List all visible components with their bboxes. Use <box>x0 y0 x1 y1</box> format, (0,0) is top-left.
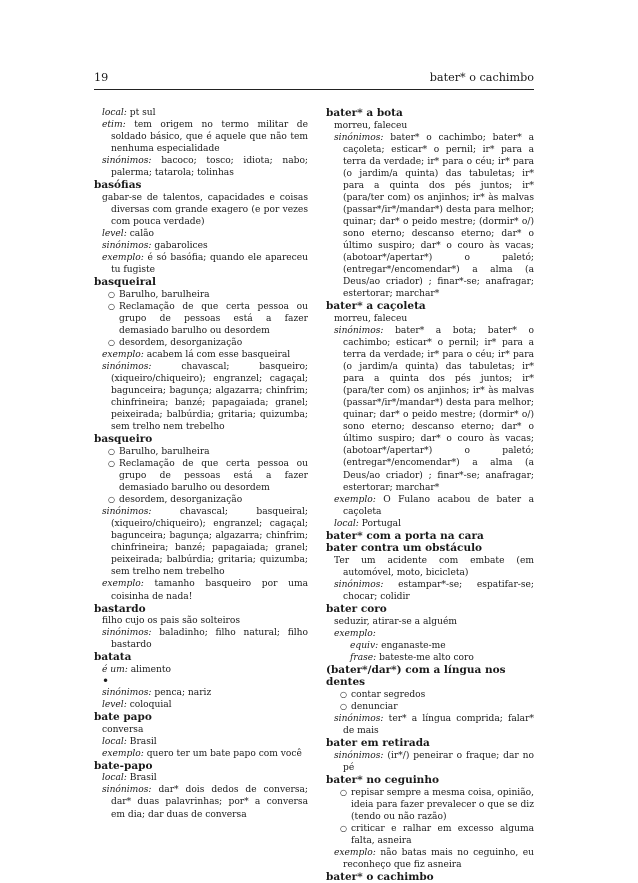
running-title: bater* o cachimbo <box>429 71 534 84</box>
field-label: local: <box>102 108 127 118</box>
entry-field <box>94 349 308 361</box>
field-label: level: <box>102 699 127 710</box>
entry-field <box>94 748 308 760</box>
example-subfield <box>326 640 534 652</box>
field-text: enganaste-me <box>378 640 446 651</box>
field-text: bateste-me alto coro <box>376 652 474 663</box>
field-text: bacoco; tosco; idiota; nabo; palerma; tatarola; tolinhas <box>111 156 308 179</box>
field-label: frase: <box>350 652 377 663</box>
sense-item <box>326 787 534 823</box>
item-text: denunciar <box>351 702 398 713</box>
field-text: gabarolices <box>151 241 208 252</box>
headword: bater* a caçoleta <box>326 300 426 313</box>
field-text: Portugal <box>358 518 401 529</box>
definition-line: seduzir, atirar-se a alguém <box>334 616 457 627</box>
headword: bater contra um obstáculo <box>326 542 483 555</box>
field-label: sinónimos: <box>334 325 384 336</box>
field-label: level: <box>102 229 127 240</box>
entry-field <box>94 107 308 119</box>
field-label: sinónimos: <box>334 580 384 591</box>
field-text: tamanho basqueiro por uma coisinha de nada! <box>111 579 308 602</box>
item-text: Reclamação de que certa pessoa ou grupo de pessoas está a fazer demasiado barulho ou desordem <box>119 459 308 494</box>
item-text: contar segredos <box>351 690 426 701</box>
item-text: desordem, desorganização <box>119 495 243 506</box>
field-text: bater* a bota; bater* o cachimbo; esticar* o pernil; ir* para a terra da verdade; ir* para o céu; ir* para (o jardim/a quinta) das tabuletas; ir* para a quinta dos pés juntos; ir* (para/ter com) os anjinhos; ir* às malvas (passar*/ir*/mandar*) desta para melhor; quinar; dar* o peido mestre; (dormir* o/) sono eterno; descanso eterno; dar* o último suspiro; dar* o couro às vacas; (abotoar*/apertar*) o paletó; (entregar*/encomendar*) a alma (a Deus/ao criador) ; finar*-se; anafragar; estertorar; marchar* <box>343 325 534 493</box>
headword: bater em retirada <box>326 737 430 750</box>
entry-field <box>94 240 308 252</box>
entry-field <box>94 578 308 602</box>
field-text: acabem lá com esse basqueiral <box>143 350 291 361</box>
entry-field <box>326 750 534 774</box>
field-text: ter* a língua comprida; falar* de mais <box>343 714 534 737</box>
entry-field <box>326 494 534 518</box>
field-text: penca; nariz <box>151 687 212 698</box>
item-text: repisar sempre a mesma coisa, opinião, ideia para fazer prevalecer o que se diz (tendo ou não razão) <box>351 787 534 822</box>
sense-item <box>94 458 308 494</box>
sense-item <box>94 446 308 458</box>
field-label: sinónimos: <box>102 687 152 698</box>
circle-bullet-icon: ○ <box>108 446 115 456</box>
item-text: criticar e ralhar em excesso alguma falta, asneira <box>351 823 534 846</box>
headword: bater* com a porta na cara <box>326 529 484 542</box>
field-label: local: <box>334 518 359 529</box>
circle-bullet-icon: ○ <box>108 301 115 311</box>
field-label: é um: <box>102 664 128 675</box>
circle-bullet-icon: ○ <box>340 787 347 797</box>
entry-field <box>94 736 308 748</box>
headword: bater* o cachimbo <box>326 870 434 883</box>
headword: bater* no ceguinho <box>326 773 439 786</box>
sense-item <box>326 823 534 847</box>
entry-field <box>326 847 534 871</box>
sense-item <box>326 701 534 713</box>
entry-field <box>94 772 308 784</box>
field-label: sinónimos: <box>102 362 152 373</box>
item-text: Reclamação de que certa pessoa ou grupo de pessoas está a fazer demasiado barulho ou desordem <box>119 301 308 336</box>
entry-field <box>94 228 308 240</box>
field-text: estampar*-se; espatifar-se; chocar; colidir <box>343 580 534 603</box>
sense-item <box>94 494 308 506</box>
entry-field <box>326 628 534 640</box>
definition-line: morreu, faleceu <box>334 120 408 131</box>
definition-line: conversa <box>102 724 144 735</box>
field-label: sinónimos: <box>334 132 384 143</box>
entry-field <box>94 155 308 179</box>
field-label: exemplo: <box>334 494 376 505</box>
circle-bullet-icon: ○ <box>108 337 115 347</box>
left-column <box>94 107 308 821</box>
field-label: sinónimos: <box>334 750 384 761</box>
entry-field <box>94 699 308 711</box>
entry-field <box>326 132 534 301</box>
entry-field <box>326 713 534 737</box>
page-number: 19 <box>94 71 109 84</box>
field-text: pt sul <box>126 108 156 118</box>
right-column <box>326 107 534 883</box>
definition-line: filho cujo os pais são solteiros <box>102 616 241 627</box>
headword: bater coro <box>326 603 387 616</box>
field-label: sinónimos: <box>102 628 152 639</box>
definition-line: gabar-se de talentos, capacidades e coisas diversas com grande exagero (e por vezes com pouca verdade) <box>102 192 308 227</box>
field-text: é só basófia; quando ele apareceu tu fugiste <box>111 253 308 276</box>
item-text: desordem, desorganização <box>119 337 243 348</box>
entry-field <box>94 784 308 820</box>
entry-field <box>326 518 534 530</box>
field-text: não batas mais no ceguinho, eu reconheço que fiz asneira <box>343 847 534 870</box>
page-header <box>94 71 534 87</box>
field-label: sinónimos: <box>334 714 384 725</box>
header-rule <box>94 89 534 90</box>
field-label: sinónimos: <box>102 507 152 518</box>
entry-field <box>94 627 308 651</box>
headword: basqueiral <box>94 276 157 289</box>
field-label: local: <box>102 736 127 747</box>
entry-field <box>94 361 308 433</box>
item-text: Barulho, barulheira <box>119 289 210 300</box>
definition-line: Ter um acidente com embate (em automóvel, moto, bicicleta) <box>334 555 534 578</box>
example-subfield <box>326 652 534 664</box>
entry-field <box>94 687 308 699</box>
field-text: O Fulano acabou de bater a caçoleta <box>343 494 534 517</box>
field-text: chavascal; basqueiral; (xiqueiro/chiqueiro); engranzel; cagaçal; bagunceira; bagunça; algazarra; chinfrim; chinfrineira; banzé; papagaiada; granel; peixeirada; balbúrdia; gritaria; quizumba; sem trelho nem trebelho <box>111 507 308 578</box>
field-label: exemplo: <box>102 748 144 759</box>
field-text: coloquial <box>126 699 172 710</box>
field-text: (ir*/) peneirar o fraque; dar no pé <box>343 750 534 773</box>
headword: batata <box>94 651 132 664</box>
bullet-dot-icon: • <box>102 673 110 688</box>
sense-item <box>94 289 308 301</box>
definition-line: morreu, faleceu <box>334 313 408 324</box>
field-text: calão <box>126 229 155 240</box>
sense-item <box>94 301 308 337</box>
headword: basófias <box>94 179 142 192</box>
circle-bullet-icon: ○ <box>340 823 347 833</box>
headword: bastardo <box>94 602 146 615</box>
field-label: sinónimos: <box>102 785 152 796</box>
field-label: exemplo: <box>102 350 144 361</box>
field-text: bater* o cachimbo; bater* a caçoleta; esticar* o pernil; ir* para a terra da verdade; ir* para o céu; ir* para (o jardim/a quinta) das tabuletas; ir* para a quinta dos pés juntos; ir* (para/ter com) os anjinhos; ir* às malvas (passar*/ir*/mandar*) desta para melhor; quinar; dar* o peido mestre; (dormir* o/) sono eterno; descanso eterno; dar* o último suspiro; dar* o couro às vacas; (abotoar*/apertar*) o paletó; (entregar*/encomendar*) a alma (a Deus/ao criador) ; finar*-se; anafragar; estertorar; marchar* <box>343 132 534 300</box>
circle-bullet-icon: ○ <box>340 702 347 712</box>
entry-field <box>94 119 308 155</box>
field-text: alimento <box>127 664 171 675</box>
circle-bullet-icon: ○ <box>108 459 115 468</box>
entry-field <box>94 664 308 676</box>
headword: bater* a bota <box>326 107 403 119</box>
field-text: quero ter um bate papo com você <box>143 748 302 759</box>
field-label: exemplo: <box>102 579 144 590</box>
entry-field <box>326 325 534 494</box>
field-text: Brasil <box>126 773 157 784</box>
entry-field <box>94 506 308 578</box>
field-text: Brasil <box>126 736 157 747</box>
headword: bate-papo <box>94 759 153 772</box>
entry-field <box>94 252 308 276</box>
field-text: baladinho; filho natural; filho bastardo <box>111 628 308 651</box>
item-text: Barulho, barulheira <box>119 446 210 457</box>
circle-bullet-icon: ○ <box>108 289 115 299</box>
headword: bate papo <box>94 711 152 724</box>
field-label: exemplo: <box>102 253 144 264</box>
field-text: dar* dois dedos de conversa; dar* duas palavrinhas; por* a conversa em dia; dar duas de conversa <box>111 785 308 820</box>
field-label: local: <box>102 773 127 784</box>
entry-field <box>326 579 534 603</box>
field-label: exemplo: <box>334 628 376 639</box>
field-label: etim: <box>102 120 126 131</box>
circle-bullet-icon: ○ <box>340 690 347 700</box>
field-label: equiv: <box>350 640 379 651</box>
sense-item <box>94 337 308 349</box>
headword: (bater*/dar*) com a língua nos dentes <box>326 663 506 689</box>
field-label: sinónimos: <box>102 241 152 252</box>
field-text: tem origem no termo militar de soldado básico, que é aquele que não tem nenhuma especialidade <box>111 120 308 155</box>
field-text: chavascal; basqueiro; (xiqueiro/chiqueiro); engranzel; cagaçal; bagunceira; bagunça; algazarra; chinfrim; chinfrineira; banzé; papagaiada; granel; peixeirada; balbúrdia; gritaria; quizumba; sem trelho nem trebelho <box>111 362 308 433</box>
circle-bullet-icon: ○ <box>108 495 115 505</box>
sense-item <box>326 689 534 701</box>
field-label: sinónimos: <box>102 156 152 167</box>
field-label: exemplo: <box>334 847 376 858</box>
headword: basqueiro <box>94 433 153 446</box>
